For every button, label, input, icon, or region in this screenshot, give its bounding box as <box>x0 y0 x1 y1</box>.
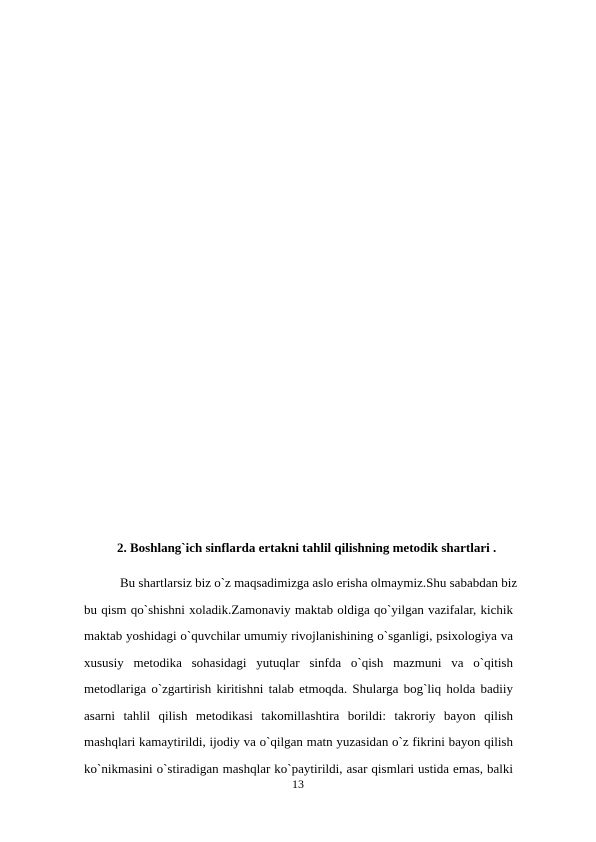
paragraph-line: bu qism qo`shishni xoladik.Zamonaviy maktab oldiga qo`yilgan vazifalar, kichik <box>84 601 513 617</box>
section-heading: 2. Boshlang`ich sinflarda ertakni tahlil qilishning metodik shartlari . <box>117 540 497 555</box>
paragraph-line: mashqlari kamaytirildi, ijodiy va o`qilgan matn yuzasidan o`z fikrini bayon qilish <box>84 734 513 749</box>
paragraph-line: metodlariga o`zgartirish kiritishni talab etmoqda. Shularga bog`liq holda badiiy <box>84 681 513 696</box>
paragraph-line: Bu shartlarsiz biz o`z maqsadimizga aslo erisha olmaymiz.Shu sababdan biz <box>120 575 518 590</box>
body-paragraph <box>84 570 518 782</box>
page-number: 13 <box>292 777 304 791</box>
paragraph-line: ko`nikmasini o`stiradigan mashqlar ko`paytirildi, asar qismlari ustida emas, balki <box>84 760 513 776</box>
paragraph-line: xususiy metodika sohasidagi yutuqlar sinfda o`qish mazmuni va o`qitish <box>84 654 513 670</box>
paragraph-line: maktab yoshidagi o`quvchilar umumiy rivojlanishining o`sganligi, psixologiya va <box>84 628 513 643</box>
paragraph-line: asarni tahlil qilish metodikasi takomillashtira borildi: takroriy bayon qilish <box>84 707 513 723</box>
